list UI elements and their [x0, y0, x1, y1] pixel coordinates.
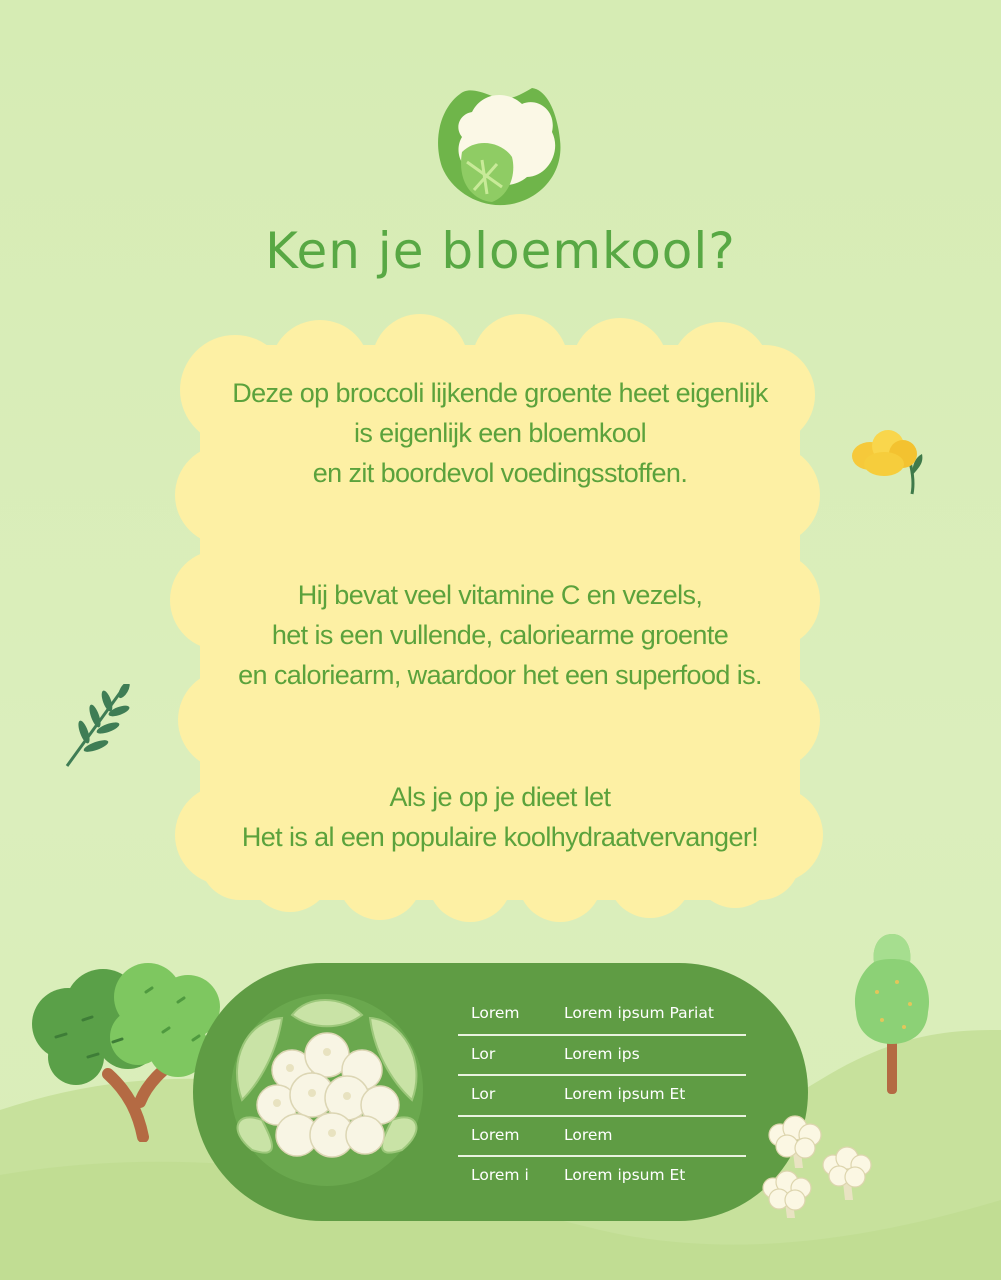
- paragraph-line: is eigenlijk een bloemkool: [353, 418, 647, 448]
- paragraph-line: het is een vullende, caloriearme groente: [271, 620, 729, 650]
- cauliflower-icon: [222, 990, 432, 1190]
- table-cell-label: Lorem i: [471, 1166, 529, 1185]
- table-cell-label: Lor: [471, 1044, 496, 1063]
- table-cell-value: Lorem ipsum Et: [564, 1166, 686, 1185]
- table-cell-value: Lorem: [564, 1125, 613, 1144]
- info-table: [458, 995, 746, 1196]
- paragraph-line: en zit boordevol voedingsstoffen.: [312, 458, 688, 488]
- paragraph-line: Hij bevat veel vitamine C en vezels,: [297, 580, 703, 610]
- paragraph-2: [180, 575, 820, 695]
- leaf-branch-icon: [62, 684, 132, 770]
- paragraph-line: Als je op je dieet let: [389, 782, 611, 812]
- yellow-flower-icon: [848, 424, 928, 498]
- table-row: [458, 995, 746, 1036]
- paragraph-line: Het is al een populaire koolhydraatvervanger!: [241, 822, 759, 852]
- page-title: Ken je bloemkool?: [265, 222, 736, 280]
- tree-icon: [852, 932, 932, 1097]
- paragraph-1: [180, 373, 820, 493]
- table-row: [458, 1157, 746, 1196]
- cauliflower-florets-icon: [755, 1110, 880, 1225]
- table-cell-value: Lorem ipsum Pariat: [564, 1004, 714, 1022]
- table-row: [458, 1036, 746, 1077]
- table-cell-value: Lorem ipsum Et: [564, 1085, 686, 1104]
- table-cell-value: Lorem ips: [564, 1044, 640, 1063]
- table-cell-label: Lorem: [471, 1125, 520, 1144]
- table-row: [458, 1076, 746, 1117]
- paragraph-line: Deze op broccoli lijkende groente heet eigenlijk: [232, 378, 768, 408]
- paragraph-line: en caloriearm, waardoor het een superfood is.: [238, 660, 762, 690]
- paragraph-3: [180, 777, 820, 857]
- table-cell-label: Lorem: [471, 1004, 520, 1022]
- table-cell-label: Lor: [471, 1085, 496, 1104]
- table-row: [458, 1117, 746, 1158]
